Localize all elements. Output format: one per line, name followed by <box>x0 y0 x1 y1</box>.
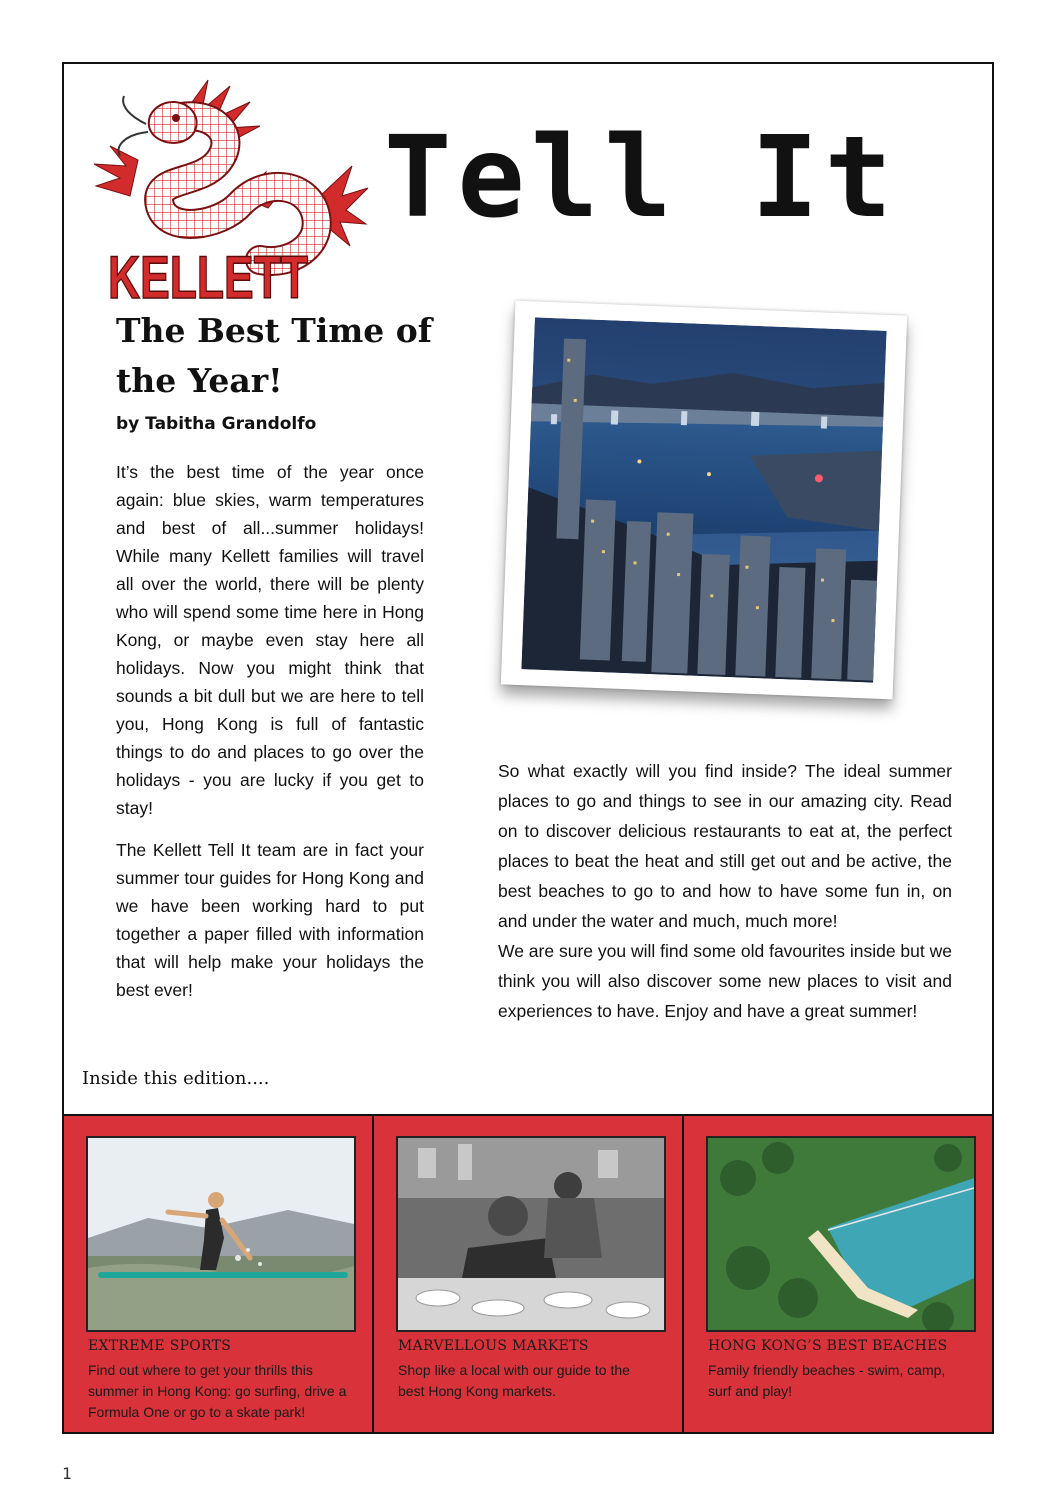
card-description: Find out where to get your thrills this summer in Hong Kong: go surfing, drive a Formula One or go to a skate park! <box>88 1362 347 1420</box>
hong-kong-harbour-image <box>521 317 886 682</box>
article-byline: by Tabitha Grandolfo <box>116 414 317 434</box>
card-title: MARVELLOUS MARKETS <box>398 1338 589 1354</box>
card-title: EXTREME SPORTS <box>88 1338 232 1354</box>
inside-edition-label: Inside this edition.... <box>82 1068 270 1089</box>
article-headline: The Best Time of the Year! <box>116 311 432 400</box>
card-description: Shop like a local with our guide to the best Hong Kong markets. <box>398 1362 630 1399</box>
page-number: 1 <box>62 1464 72 1483</box>
article-right-column <box>498 756 952 1026</box>
feature-card-markets[interactable] <box>374 1116 684 1434</box>
polaroid-frame <box>501 301 907 700</box>
article-paragraph: It’s the best time of the year once again: blue skies, warm temperatures and best of all...summer holidays! While many Kellett families will travel all over the world, there will be plenty who will spend some time here in Hong Kong, or maybe even stay here all holidays. Now you might think that sounds a bit dull but we are here to tell you, Hong Kong is full of fantastic things to do and places to go over the holidays - you are lucky if you get to stay! <box>116 462 424 818</box>
surfing-photo <box>86 1136 356 1332</box>
card-title: HONG KONG’S BEST BEACHES <box>708 1338 948 1354</box>
featured-photo <box>496 300 916 710</box>
article-paragraph: We are sure you will find some old favourites inside but we think you will also discover some new places to visit and experiences to have. Enjoy and have a great summer! <box>498 941 952 1021</box>
card-description: Family friendly beaches - swim, camp, surf and play! <box>708 1362 946 1399</box>
kellett-dragon-logo <box>90 76 370 306</box>
masthead-title: Tell It <box>384 113 899 243</box>
beach-photo <box>706 1136 976 1332</box>
page-frame <box>62 62 994 1434</box>
article-paragraph: The Kellett Tell It team are in fact your summer tour guides for Hong Kong and we have been working hard to put together a paper filled with information that will help make your holidays the best ever! <box>116 840 424 1000</box>
feature-card-extreme-sports[interactable] <box>64 1116 374 1434</box>
article-paragraph: So what exactly will you find inside? The ideal summer places to go and things to see in our amazing city. Read on to discover delicious restaurants to eat at, the perfect places to beat the heat and still get out and be active, the best beaches to go to and how to have some fun in, on and under the water and much, much more! <box>498 761 952 931</box>
inside-edition-band <box>64 1114 992 1434</box>
market-photo <box>396 1136 666 1332</box>
article-left-column <box>116 458 424 1018</box>
feature-card-beaches[interactable] <box>684 1116 992 1434</box>
logo-wordmark: KELLETT <box>108 244 308 306</box>
